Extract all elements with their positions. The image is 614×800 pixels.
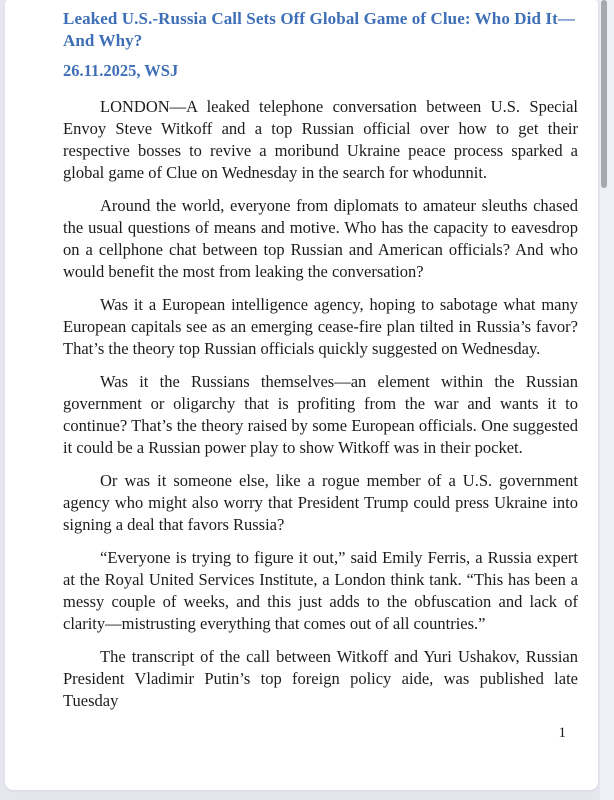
article-paragraph: Around the world, everyone from diplomats to amateur sleuths chased the usual questions of means and motive. Who has the capacity to eavesdrop on a cellphone chat between top Russian and American officials? And who would benefit the most from leaking the conversation? xyxy=(63,196,578,281)
article-paragraph: Or was it someone else, like a rogue member of a U.S. government agency who might also worry that President Trump could press Ukraine into signing a deal that favors Russia? xyxy=(63,471,578,534)
document-page xyxy=(5,0,598,790)
article-paragraph: Was it a European intelligence agency, hoping to sabotage what many European capitals see as an emerging cease-fire plan tilted in Russia’s favor? That’s the theory top Russian officials quickly suggested on Wednesday. xyxy=(63,295,578,358)
article-title: Leaked U.S.-Russia Call Sets Off Global Game of Clue: Who Did It—And Why? xyxy=(63,9,575,50)
article-body xyxy=(63,96,578,712)
article-paragraph: LONDON—A leaked telephone conversation between U.S. Special Envoy Steve Witkoff and a top Russian official over how to get their respective bosses to revive a moribund Ukraine peace process sparked a global game of Clue on Wednesday in the search for whodunnit. xyxy=(63,97,578,182)
article-dateline: 26.11.2025, WSJ xyxy=(63,61,179,80)
page-number: 1 xyxy=(558,725,566,741)
article-paragraph: Was it the Russians themselves—an element within the Russian government or oligarchy that is profiting from the war and wants it to continue? That’s the theory raised by some European officials. One suggested it could be a Russian power play to show Witkoff was in their pocket. xyxy=(63,372,578,457)
article-paragraph: “Everyone is trying to figure it out,” said Emily Ferris, a Russia expert at the Royal United Services Institute, a London think tank. “This has been a messy couple of weeks, and this just adds to the obfuscation and lack of clarity—mistrusting everything that comes out of all countries.” xyxy=(63,548,578,633)
article-paragraph: The transcript of the call between Witkoff and Yuri Ushakov, Russian President Vladimir Putin’s top foreign policy aide, was published late Tuesday xyxy=(63,647,578,710)
scrollbar-thumb[interactable] xyxy=(601,0,607,188)
